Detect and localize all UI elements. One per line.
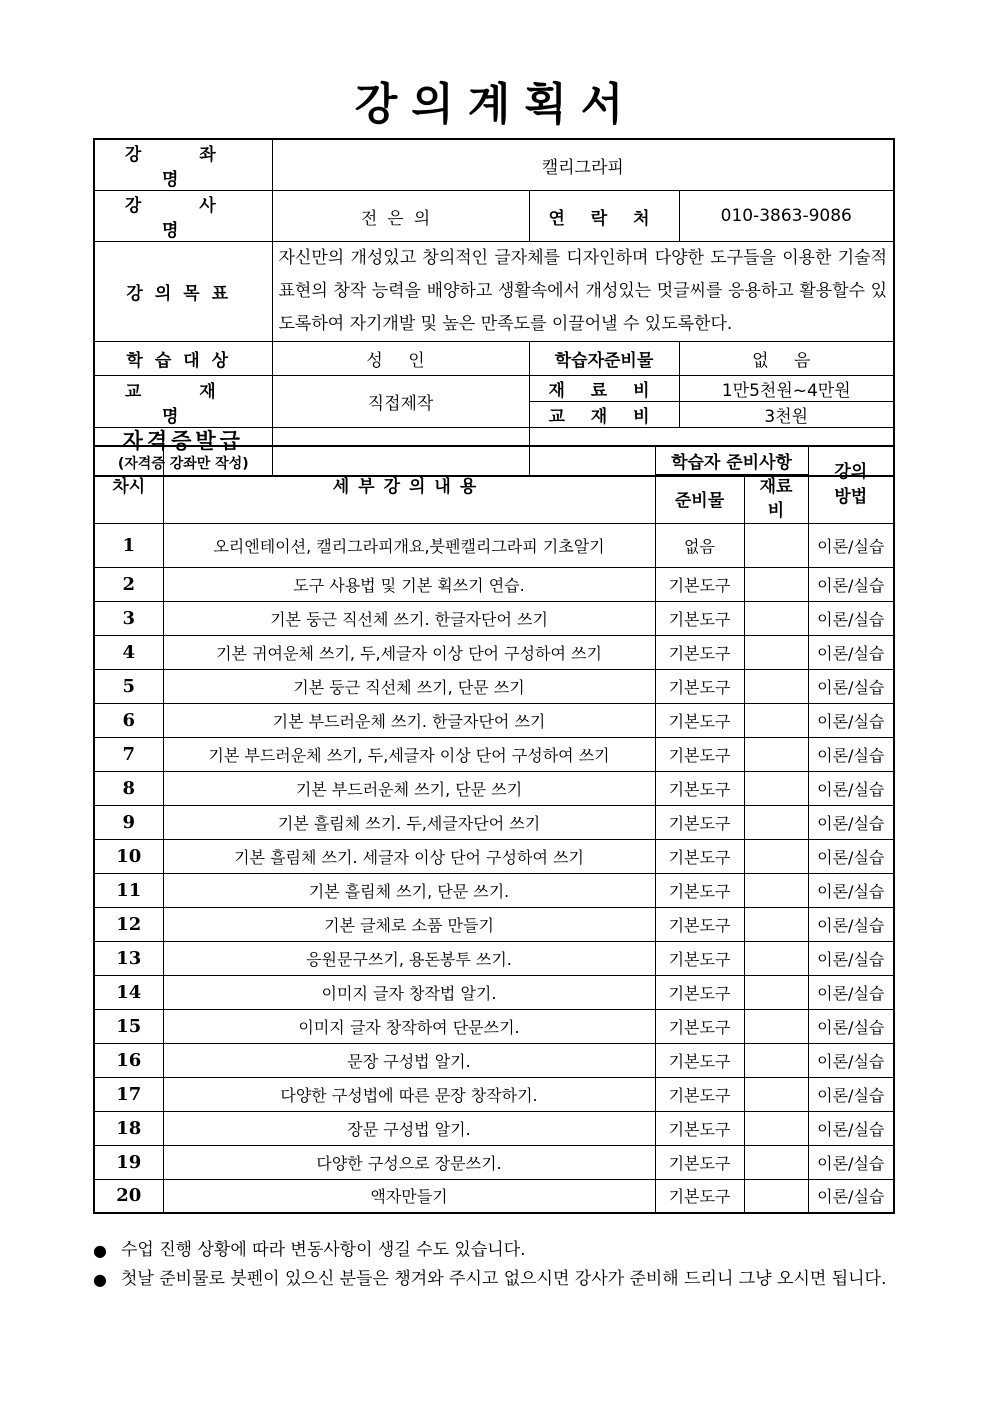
table-row [94,1179,894,1213]
session-fee [744,907,808,941]
instructor-label: 강 사 명 [94,191,272,242]
session-method: 이론/실습 [808,1111,894,1145]
note-item [93,1236,893,1265]
session-fee [744,1145,808,1179]
session-method: 이론/실습 [808,601,894,635]
course-name-label: 강 좌 명 [94,139,272,191]
bullet-icon: ● [93,1241,107,1260]
session-fee [744,975,808,1009]
session-fee [744,1043,808,1077]
note-text: 첫날 준비물로 붓펜이 있으신 분들은 챙겨와 주시고 없으시면 강사가 준비해 드리니 그냥 오시면 됩니다. [121,1269,887,1289]
session-content: 장문 구성법 알기. [163,1111,655,1145]
session-materials: 기본도구 [655,601,744,635]
session-content: 기본 귀여운체 쓰기, 두,세글자 이상 단어 구성하여 쓰기 [163,635,655,669]
table-row [94,771,894,805]
session-content: 이미지 글자 창작하여 단문쓰기. [163,1009,655,1043]
session-number: 17 [94,1077,163,1111]
table-row [94,839,894,873]
session-fee [744,1009,808,1043]
session-number: 4 [94,635,163,669]
session-number: 14 [94,975,163,1009]
session-method: 이론/실습 [808,1145,894,1179]
materials-header: 준비물 [655,474,744,523]
note-text: 수업 진행 상황에 따라 변동사항이 생길 수도 있습니다. [121,1240,526,1260]
certificate-note: (자격증 강좌만 작성) [117,456,249,473]
session-fee [744,669,808,703]
session-content: 기본 부드러운체 쓰기, 두,세글자 이상 단어 구성하여 쓰기 [163,737,655,771]
session-materials: 기본도구 [655,839,744,873]
session-content: 응원문구쓰기, 용돈봉투 쓰기. [163,941,655,975]
session-method: 이론/실습 [808,1043,894,1077]
certificate-label: 자격증발급 [122,429,244,454]
table-row [94,523,894,567]
session-number: 16 [94,1043,163,1077]
table-row [94,635,894,669]
session-number: 18 [94,1111,163,1145]
session-method: 이론/실습 [808,1009,894,1043]
session-method: 이론/실습 [808,771,894,805]
session-method: 이론/실습 [808,975,894,1009]
textbook-fee-label: 교 재 비 [529,402,679,428]
course-goal-label: 강의목표 [94,242,272,342]
session-materials: 기본도구 [655,737,744,771]
session-fee [744,635,808,669]
session-method: 이론/실습 [808,873,894,907]
instructor-value: 전은의 [272,191,529,242]
table-row [94,1043,894,1077]
session-fee [744,771,808,805]
session-materials: 기본도구 [655,1179,744,1213]
session-fee [744,601,808,635]
session-materials: 기본도구 [655,1145,744,1179]
content-header: 세부강의내용 [163,446,655,523]
table-row [94,703,894,737]
session-materials: 기본도구 [655,1077,744,1111]
session-content: 기본 흘림체 쓰기. 세글자 이상 단어 구성하여 쓰기 [163,839,655,873]
session-content: 문장 구성법 알기. [163,1043,655,1077]
textbook-value: 직접제작 [272,376,529,428]
session-number: 13 [94,941,163,975]
table-row [94,805,894,839]
session-method: 이론/실습 [808,737,894,771]
course-info-table [93,138,895,477]
session-materials: 기본도구 [655,635,744,669]
session-content: 기본 흘림체 쓰기, 단문 쓰기. [163,873,655,907]
session-number: 1 [94,523,163,567]
session-materials: 기본도구 [655,1009,744,1043]
course-name-value: 캘리그라피 [272,139,894,191]
session-method: 이론/실습 [808,941,894,975]
material-fee-value: 1만5천원~4만원 [679,376,894,402]
session-method: 이론/실습 [808,805,894,839]
course-goal-text: 자신만의 개성있고 창의적인 글자체를 디자인하며 다양한 도구들을 이용한 기술적 표현의 창작 능력을 배양하고 생활속에서 개성있는 멋글씨를 응용하고 활용할수 있도록하여 자기개발 및 높은 만족도를 이끌어낼 수 있도록한다. [272,242,894,342]
session-number: 15 [94,1009,163,1043]
session-number: 6 [94,703,163,737]
session-content: 도구 사용법 및 기본 획쓰기 연습. [163,567,655,601]
session-number: 12 [94,907,163,941]
session-fee [744,839,808,873]
session-method: 이론/실습 [808,703,894,737]
session-fee [744,873,808,907]
note-item [93,1265,893,1294]
session-content: 기본 둥근 직선체 쓰기, 단문 쓰기 [163,669,655,703]
session-content: 기본 부드러운체 쓰기, 단문 쓰기 [163,771,655,805]
fee-header: 재료비 [744,474,808,523]
method-header: 강의방법 [808,446,894,523]
session-number: 8 [94,771,163,805]
session-fee [744,703,808,737]
learner-prep-value: 없 음 [679,342,894,376]
table-row [94,669,894,703]
session-materials: 기본도구 [655,669,744,703]
session-materials: 기본도구 [655,941,744,975]
session-method: 이론/실습 [808,1077,894,1111]
session-fee [744,941,808,975]
material-fee-label: 재 료 비 [529,376,679,402]
session-materials: 기본도구 [655,1111,744,1145]
session-fee [744,1179,808,1213]
session-materials: 없음 [655,523,744,567]
session-method: 이론/실습 [808,669,894,703]
table-row [94,907,894,941]
session-content: 기본 흘림체 쓰기. 두,세글자단어 쓰기 [163,805,655,839]
session-fee [744,1077,808,1111]
session-content: 액자만들기 [163,1179,655,1213]
session-fee [744,523,808,567]
session-number: 19 [94,1145,163,1179]
schedule-table [93,445,895,1214]
session-header: 차시 [94,446,163,523]
session-content: 기본 둥근 직선체 쓰기. 한글자단어 쓰기 [163,601,655,635]
session-number: 20 [94,1179,163,1213]
table-row [94,941,894,975]
textbook-fee-value: 3천원 [679,402,894,428]
table-row [94,1077,894,1111]
session-materials: 기본도구 [655,771,744,805]
table-row [94,601,894,635]
session-content: 다양한 구성법에 따른 문장 창작하기. [163,1077,655,1111]
target-label: 학습대상 [94,342,272,376]
page-title: 강의계획서 [354,79,638,130]
table-row [94,1111,894,1145]
session-content: 오리엔테이션, 캘리그라피개요,붓펜캘리그라피 기초알기 [163,523,655,567]
textbook-label: 교 재 명 [94,376,272,428]
session-fee [744,567,808,601]
session-number: 3 [94,601,163,635]
session-method: 이론/실습 [808,1179,894,1213]
session-materials: 기본도구 [655,873,744,907]
table-row [94,1145,894,1179]
contact-value: 010-3863-9086 [679,191,894,242]
session-fee [744,805,808,839]
session-materials: 기본도구 [655,907,744,941]
session-materials: 기본도구 [655,975,744,1009]
contact-label: 연 락 처 [529,191,679,242]
session-content: 이미지 글자 창작법 알기. [163,975,655,1009]
learner-prep-label: 학습자준비물 [529,342,679,376]
notes [93,1236,893,1294]
bullet-icon: ● [93,1270,107,1289]
table-row [94,1009,894,1043]
session-number: 10 [94,839,163,873]
session-method: 이론/실습 [808,839,894,873]
session-number: 9 [94,805,163,839]
session-content: 기본 글체로 소품 만들기 [163,907,655,941]
session-method: 이론/실습 [808,635,894,669]
table-row [94,975,894,1009]
session-materials: 기본도구 [655,703,744,737]
session-number: 7 [94,737,163,771]
table-row [94,873,894,907]
session-number: 2 [94,567,163,601]
session-materials: 기본도구 [655,805,744,839]
session-number: 11 [94,873,163,907]
session-method: 이론/실습 [808,567,894,601]
session-materials: 기본도구 [655,567,744,601]
session-method: 이론/실습 [808,523,894,567]
session-fee [744,737,808,771]
table-row [94,567,894,601]
session-fee [744,1111,808,1145]
session-content: 기본 부드러운체 쓰기. 한글자단어 쓰기 [163,703,655,737]
session-materials: 기본도구 [655,1043,744,1077]
session-content: 다양한 구성으로 장문쓰기. [163,1145,655,1179]
table-row [94,737,894,771]
session-method: 이론/실습 [808,907,894,941]
prep-group-header: 학습자 준비사항 [655,446,808,474]
target-value: 성 인 [272,342,529,376]
session-number: 5 [94,669,163,703]
